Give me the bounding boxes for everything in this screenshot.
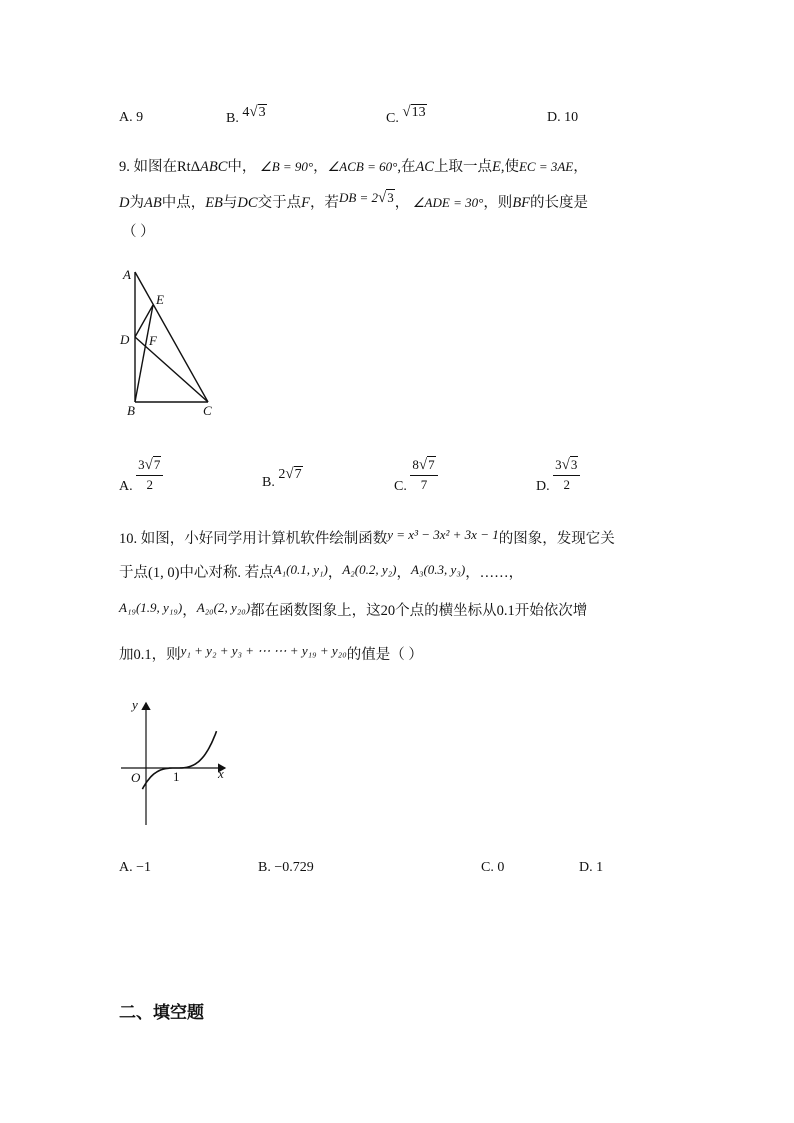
label-b: B bbox=[127, 403, 135, 418]
denominator: 2 bbox=[563, 477, 570, 492]
sqrt-icon: √ bbox=[418, 457, 428, 473]
q9-line2 bbox=[119, 191, 588, 212]
q9-option-a-label: A. bbox=[119, 478, 133, 494]
label-d: D bbox=[120, 332, 130, 347]
q9-option-d bbox=[536, 457, 580, 494]
q9-angle-acb: ∠ACB = 60° bbox=[327, 159, 398, 174]
q9-bf: BF bbox=[512, 195, 531, 211]
q9-option-b bbox=[262, 466, 303, 490]
radicand: 7 bbox=[428, 457, 435, 472]
label-f: F bbox=[149, 333, 157, 348]
q10-point-a2: A₂(0.2, y₂) bbox=[342, 562, 397, 577]
q9-text: 与 bbox=[222, 195, 238, 211]
q9-rt: Rt bbox=[177, 159, 191, 175]
q9-db-label: DB = 2 bbox=[338, 190, 379, 205]
triangle-symbol: Δ bbox=[190, 159, 201, 175]
coef: 8 bbox=[412, 457, 419, 472]
q10-number: 10. 如图，小好同学用计算机软件绘制函数 bbox=[119, 531, 388, 547]
q9-e: E bbox=[491, 159, 501, 175]
x-axis-label: x bbox=[218, 766, 224, 781]
tick-label-1: 1 bbox=[173, 769, 180, 784]
radicand: 7 bbox=[294, 467, 302, 482]
q9-f: F bbox=[301, 195, 310, 211]
q10-line3 bbox=[119, 599, 587, 620]
label-e: E bbox=[156, 292, 164, 307]
q10-center-point: (1, 0) bbox=[148, 565, 180, 581]
denominator: 7 bbox=[420, 477, 428, 492]
q10-sep: ，……， bbox=[465, 565, 524, 581]
q9-answer-paren: （ ） bbox=[122, 224, 155, 240]
sqrt-icon: √ bbox=[249, 104, 258, 120]
label-c: C bbox=[203, 403, 212, 418]
segment-eb bbox=[135, 305, 153, 402]
q9-text: 为 bbox=[129, 195, 144, 211]
q9-line1 bbox=[119, 155, 588, 176]
sqrt-icon: √ bbox=[144, 457, 153, 473]
q10-text: 都在函数图象上，这20个点的横坐标从0.1开始依次增 bbox=[250, 603, 588, 619]
q9-text: 中， bbox=[227, 159, 257, 175]
q9-option-c-fraction bbox=[410, 458, 437, 491]
q9-option-d-fraction bbox=[553, 458, 580, 491]
q10-point-a19: A₁₉(1.9, y₁₉) bbox=[119, 600, 183, 615]
q10-option-d: D. 1 bbox=[579, 860, 604, 875]
q9-text: 中点， bbox=[161, 195, 206, 211]
coef: 2 bbox=[278, 467, 286, 482]
radicand: 3 bbox=[570, 457, 578, 472]
q9-text: ， bbox=[573, 159, 588, 175]
y-axis-label: y bbox=[132, 697, 138, 712]
q10-point-a1: A₁(0.1, y₁) bbox=[273, 562, 328, 577]
q9-number: 9. 如图在 bbox=[119, 159, 177, 175]
q10-text: 中心对称. 若点 bbox=[179, 565, 274, 581]
q10-option-a: A. −1 bbox=[119, 860, 152, 875]
sqrt-icon: √ bbox=[378, 190, 387, 206]
q8-option-d: D. 10 bbox=[547, 110, 579, 125]
segment-ac bbox=[135, 272, 208, 402]
label-a: A bbox=[123, 267, 131, 282]
q10-sep: ， bbox=[396, 565, 412, 581]
q8-option-b-label: B. bbox=[226, 111, 239, 126]
q10-point-a3: A₃(0.3, y₃) bbox=[411, 562, 466, 577]
q8-b-radicand: 3 bbox=[258, 105, 266, 120]
sqrt-icon: √ bbox=[285, 466, 294, 482]
origin-label: O bbox=[131, 770, 141, 785]
q9-db-radicand: 3 bbox=[387, 190, 394, 205]
q9-eb: EB bbox=[205, 195, 223, 211]
q9-ec: EC = 3AE bbox=[518, 159, 574, 174]
radicand: 7 bbox=[153, 457, 161, 472]
coef: 3 bbox=[138, 457, 145, 472]
q10-line1 bbox=[119, 527, 615, 548]
q9-triangle-figure bbox=[110, 262, 230, 422]
q9-option-c-label: C. bbox=[394, 478, 407, 494]
q10-sum: y₁ + y₂ + y₃ + ⋯ ⋯ + y₁₉ + y₂₀ bbox=[180, 643, 347, 658]
q10-text: 的值是（ ） bbox=[346, 647, 423, 663]
coef: 3 bbox=[555, 457, 562, 472]
q10-cubic-graph bbox=[115, 695, 235, 830]
denominator: 2 bbox=[146, 477, 153, 492]
q9-text: ， bbox=[394, 195, 410, 211]
q8-option-c bbox=[386, 104, 427, 127]
q9-option-a bbox=[119, 457, 163, 494]
q9-text: ，若 bbox=[309, 195, 339, 211]
q9-ac: AC bbox=[415, 159, 434, 175]
q9-text: ,在 bbox=[397, 159, 416, 175]
q9-angle-b: ∠B = 90° bbox=[260, 159, 314, 174]
q9-sep: ， bbox=[313, 159, 328, 175]
q8-b-coef: 4 bbox=[242, 105, 250, 120]
q9-option-d-label: D. bbox=[536, 478, 550, 494]
q10-text: 加0.1，则 bbox=[119, 647, 181, 663]
q8-option-c-label: C. bbox=[386, 111, 399, 126]
sqrt-icon: √ bbox=[402, 104, 411, 120]
q9-option-a-fraction bbox=[136, 458, 163, 491]
q9-ab: AB bbox=[143, 195, 162, 211]
q9-abc: ABC bbox=[200, 159, 228, 175]
q9-text: ，则 bbox=[483, 195, 513, 211]
q9-dc: DC bbox=[237, 195, 258, 211]
q10-line4 bbox=[119, 643, 423, 664]
q10-sep: ， bbox=[327, 565, 343, 581]
q9-text: ,使 bbox=[500, 159, 519, 175]
sqrt-icon: √ bbox=[561, 457, 570, 473]
q9-text: 交于点 bbox=[257, 195, 302, 211]
q10-line2 bbox=[119, 561, 523, 582]
section-heading-fill-in: 二、填空题 bbox=[119, 1003, 204, 1023]
q9-d: D bbox=[119, 195, 130, 211]
q9-angle-ade: ∠ADE = 30° bbox=[412, 195, 484, 210]
q9-text: 的长度是 bbox=[530, 195, 589, 211]
q9-option-b-label: B. bbox=[262, 475, 275, 490]
q8-option-b bbox=[226, 104, 267, 127]
q10-sep: ， bbox=[182, 603, 197, 619]
q9-db bbox=[339, 190, 395, 205]
q10-text: 于点 bbox=[119, 565, 148, 581]
q10-function: y = x³ − 3x² + 3x − 1 bbox=[387, 527, 499, 542]
q10-text: 的图象，发现它关 bbox=[498, 531, 615, 547]
q10-option-c: C. 0 bbox=[481, 860, 505, 875]
q10-point-a20: A₂₀(2, y₂₀) bbox=[196, 600, 251, 615]
q9-text: 上取一点 bbox=[433, 159, 492, 175]
q9-option-c bbox=[394, 457, 438, 494]
q8-option-b-value bbox=[242, 105, 266, 120]
q8-c-radicand: 13 bbox=[411, 105, 426, 120]
q10-option-b: B. −0.729 bbox=[258, 860, 314, 875]
q8-option-c-value bbox=[402, 105, 426, 120]
q8-option-a: A. 9 bbox=[119, 110, 144, 125]
